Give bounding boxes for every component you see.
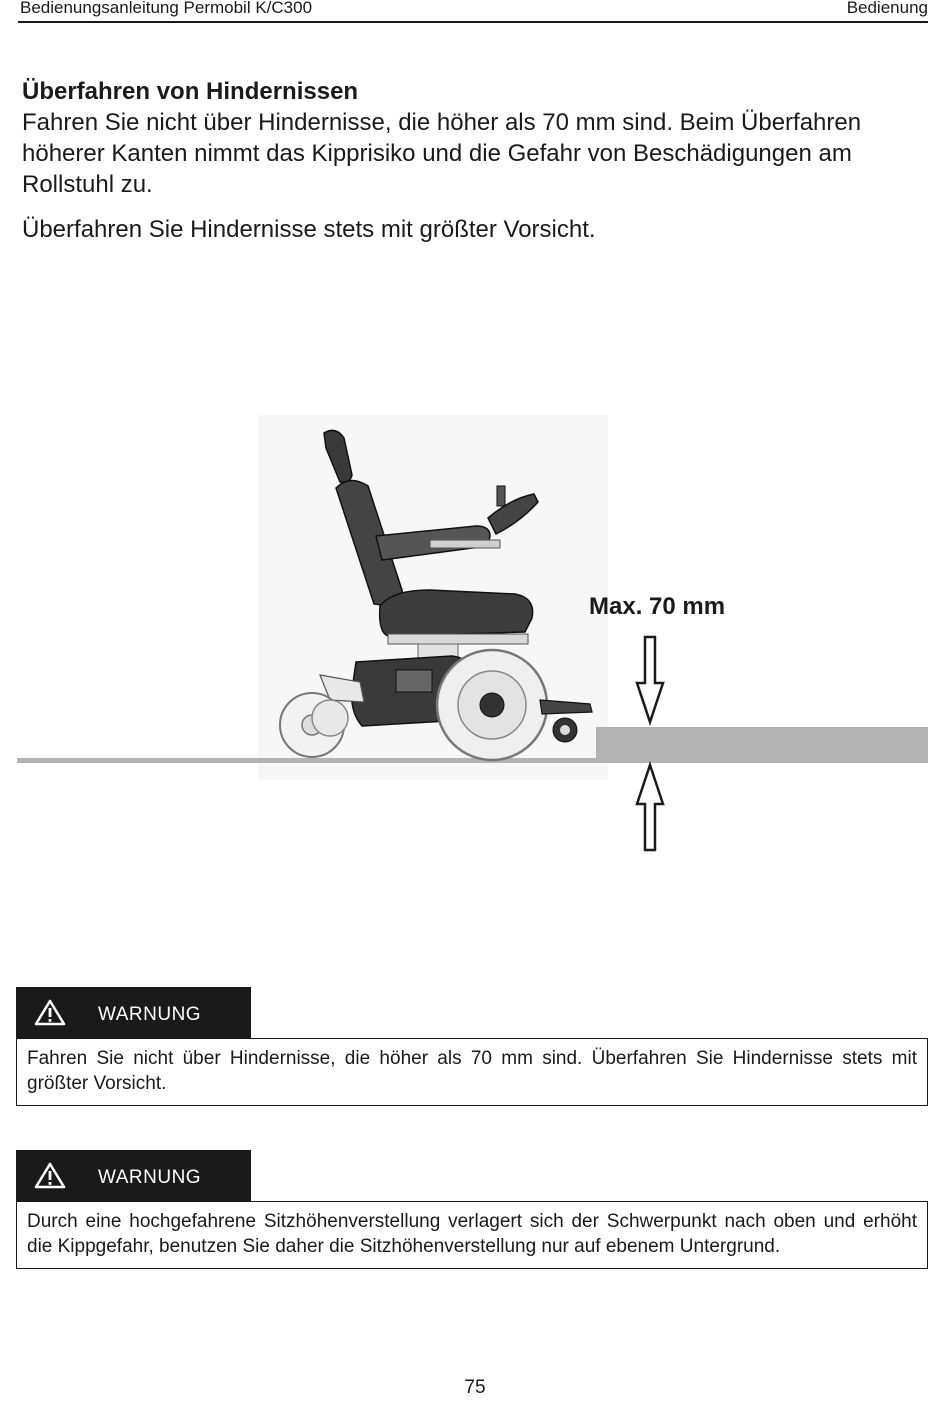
page-header — [18, 0, 928, 23]
warning-box-1 — [16, 987, 928, 1106]
wheelchair-obstacle-illustration — [0, 400, 950, 870]
max-height-label: Max. 70 mm — [589, 593, 726, 620]
section-paragraph-1: Fahren Sie nicht über Hindernisse, die höher als 70 mm sind. Beim Überfahren höherer Kanten nimmt das Kipprisiko und die Gefahr von Beschädigungen am Rollstuhl zu. — [22, 109, 862, 198]
warning-triangle-icon — [34, 999, 66, 1026]
section-paragraph-2: Überfahren Sie Hindernisse stets mit größter Vorsicht. — [22, 216, 596, 243]
obstacle-figure — [0, 400, 950, 870]
warning-triangle-icon — [34, 1162, 66, 1189]
warning-tab — [16, 987, 251, 1038]
warning-text: Durch eine hochgefahrene Sitzhöhenverstellung verlagert sich der Schwerpunkt nach oben und erhöht die Kippgefahr, benutzen Sie daher die Sitzhöhenverstellung nur auf ebenem Untergrund. — [16, 1201, 928, 1269]
page-number: 75 — [464, 1377, 486, 1398]
warning-label: WARNUNG — [98, 1167, 202, 1188]
warning-label: WARNUNG — [98, 1004, 202, 1025]
section-body — [22, 76, 928, 245]
header-chapter: Bedienung — [846, 0, 928, 17]
warning-box-2 — [16, 1150, 928, 1269]
warning-tab — [16, 1150, 251, 1201]
warning-text: Fahren Sie nicht über Hindernisse, die höher als 70 mm sind. Überfahren Sie Hindernisse stets mit größter Vorsicht. — [16, 1038, 928, 1106]
header-manual-title: Bedienungsanleitung Permobil K/C300 — [20, 0, 313, 17]
section-title: Überfahren von Hindernissen — [22, 78, 359, 105]
